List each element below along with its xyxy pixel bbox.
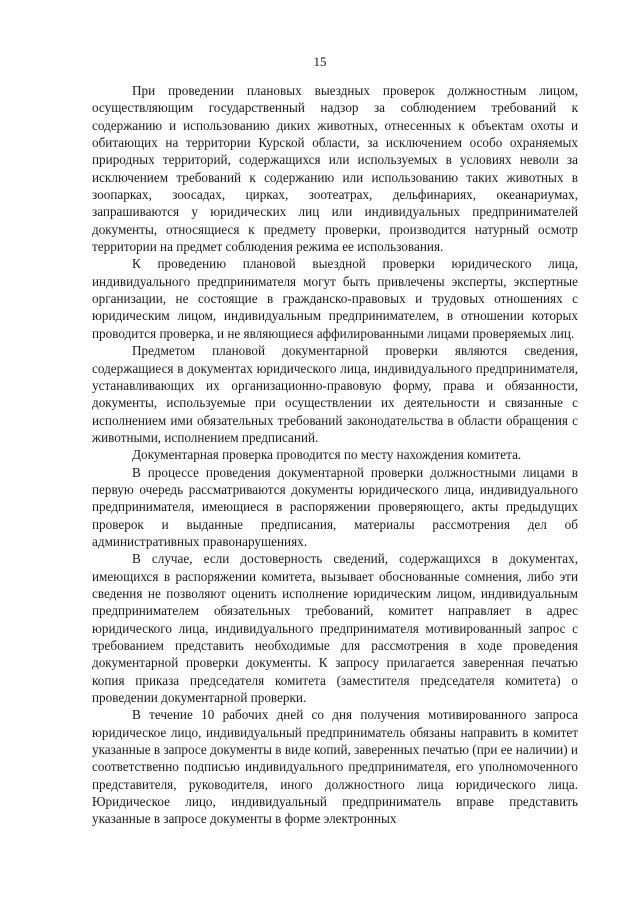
paragraph-motivated-request: В случае, если достоверность сведений, содержащихся в документах, имеющихся в распоряжении комитета, вызывает обоснованные сомнения, либо эти сведения не позволяют оценить исполнение юридическим лицом, индивидуальным предпринимателем обязательных требований, комитет направляет в адрес юридического лица, индивидуального предпринимателя мотивированный запрос с требованием представить необходимые для рассмотрения в ходе проведения документарной проверки документы. К запросу прилагается заверенная печатью копия приказа председателя комитета (заместителя председателя комитета) о проведении документарной проверки. <box>92 551 578 706</box>
paragraph-response-deadline: В течение 10 рабочих дней со дня получения мотивированного запроса юридическое лицо, индивидуальный предприниматель обязаны направить в комитет указанные в запросе документы в виде копий, заверенных печатью (при ее наличии) и соответственно подписью индивидуального предпринимателя, его уполномоченного представителя, руководителя, иного должностного лица юридического лица. Юридическое лицо, индивидуальный предприниматель вправе представить указанные в запросе документы в форме электронных <box>92 707 578 827</box>
page-number: 15 <box>313 54 327 69</box>
paragraph-inspection-procedure: При проведении плановых выездных проверок должностным лицом, осуществляющим государственный надзор за соблюдением требований к содержанию и использованию диких животных, отнесенных к объектам охоты и обитающих на территории Курской области, за исключением особо охраняемых природных территорий, содержащихся или используемых в условиях неволи за исключением требований к содержанию или использованию таких животных в зоопарках, зоосадах, цирках, зоотеатрах, дельфинариях, океанариумах, запрашиваются у юридических лиц или индивидуальных предпринимателей документы, относящиеся к предмету проверки, производится натурный осмотр территории на предмет соблюдения режима ее использования. <box>92 83 578 255</box>
paragraph-experts-involvement: К проведению плановой выездной проверки юридического лица, индивидуального предпринимателя могут быть привлечены эксперты, экспертные организации, не состоящие в гражданско-правовых и трудовых отношениях с юридическим лицом, индивидуальным предпринимателем, в отношении которых проводится проверка, и не являющиеся аффилированными лицами проверяемых лиц. <box>92 256 578 341</box>
paragraph-documentary-check-subject: Предметом плановой документарной проверки являются сведения, содержащиеся в документах юридического лица, индивидуального предпринимателя, устанавливающих их организационно-правовую форму, права и обязанности, документы, используемые при осуществлении их деятельности и связанные с исполнением ими обязательных требований законодательства в области обращения с животными, исполнением предписаний. <box>92 343 578 445</box>
paragraph-documentary-check-location: Документарная проверка проводится по месту нахождения комитета. <box>132 447 522 463</box>
document-body <box>92 82 578 828</box>
paragraph-documents-review: В процессе проведения документарной проверки должностными лицами в первую очередь рассматриваются документы юридического лица, индивидуального предпринимателя, имеющиеся в распоряжении проверяющего, акты предыдущих проверок и выданные предписания, материалы рассмотрения дел об административных правонарушениях. <box>92 464 578 549</box>
